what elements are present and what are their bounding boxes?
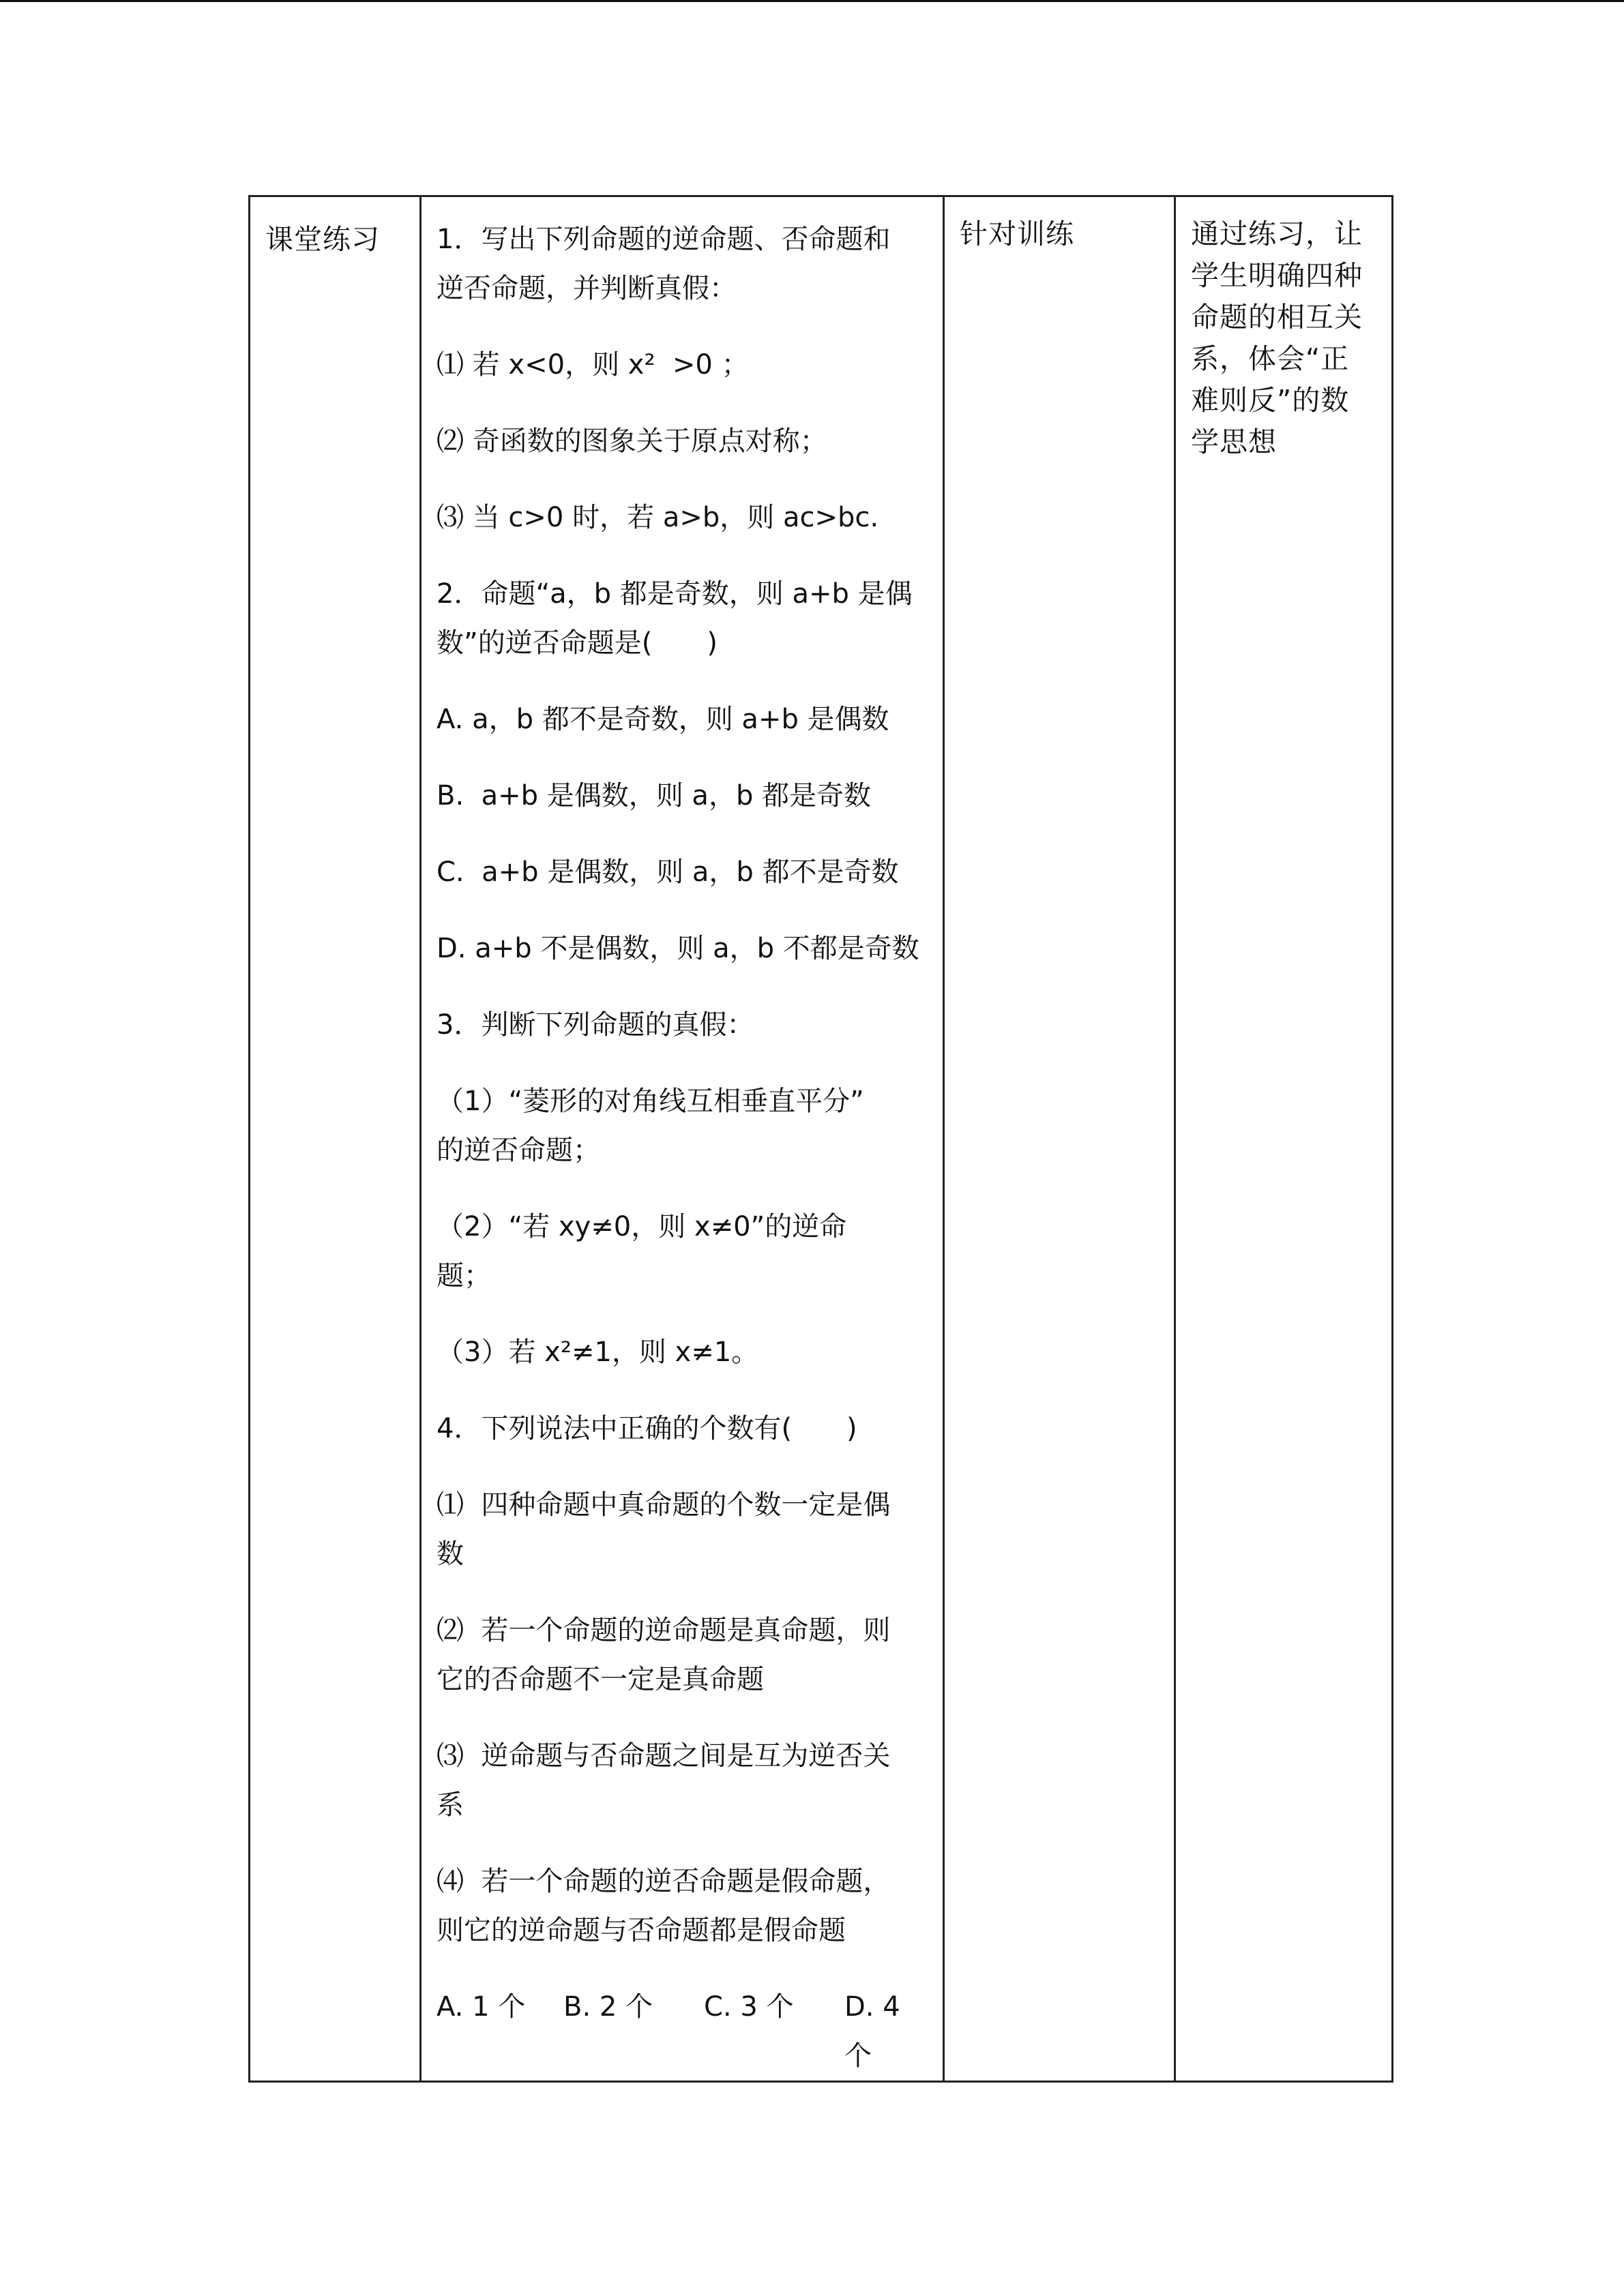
exercise-line: 1．写出下列命题的逆命题、否命题和: [437, 224, 891, 255]
answer-option: C. 3 个: [704, 1991, 794, 2023]
answer-option: D. 4 个: [844, 1991, 900, 2072]
exercise-line: 系: [437, 1789, 464, 1821]
exercise-line: 数”的逆否命题是( ): [437, 627, 718, 659]
answer-option: B. 2 个: [563, 1991, 653, 2023]
goal-text: 通过练习，让 学生明确四种 命题的相互关 系，体会“正 难则反”的数 学思想: [1191, 218, 1363, 458]
exercise-paragraph: [437, 848, 928, 897]
exercise-paragraph: [437, 1606, 928, 1704]
exercise-content-cell: [421, 196, 944, 2082]
exercise-line: 数: [437, 1538, 464, 1570]
exercise-paragraph: [437, 1202, 928, 1300]
exercise-paragraph: [437, 1000, 928, 1049]
exercise-line: ⑷ 若一个命题的逆否命题是假命题，: [437, 1866, 891, 1897]
exercise-paragraph: [437, 771, 928, 820]
exercise-paragraph: [437, 1480, 928, 1579]
exercise-line: 2．命题“a，b 都是奇数，则 a+b 是偶: [437, 578, 913, 610]
exercise-line: 逆否命题，并判断真假：: [437, 273, 737, 304]
table-row: [250, 196, 1393, 2082]
exercise-line: 4．下列说法中正确的个数有( ): [437, 1413, 857, 1444]
exercise-line: 题；: [437, 1260, 491, 1292]
exercise-paragraph: [437, 1077, 928, 1175]
exercise-line: ⑶ 当 c>0 时，若 a>b，则 ac>bc.: [437, 502, 879, 533]
exercise-line: 则它的逆命题与否命题都是假命题: [437, 1915, 846, 1946]
exercise-line: （2）“若 xy≠0，则 x≠0”的逆命: [437, 1211, 847, 1242]
exercise-content: [422, 197, 943, 2081]
exercise-line: （1）“菱形的对角线互相垂直平分”: [437, 1086, 864, 1117]
exercise-line: C. a+b 是偶数，则 a，b 都不是奇数: [437, 856, 899, 888]
exercise-line: （3）若 x²≠1，则 x≠1。: [437, 1337, 759, 1368]
exercise-line: 它的否命题不一定是真命题: [437, 1664, 764, 1695]
exercise-paragraph: [437, 417, 928, 466]
exercise-paragraph: [437, 695, 928, 744]
exercise-line: ⑴ 若 x<0，则 x² >0 ；: [437, 349, 749, 381]
page-top-border: [0, 0, 1624, 2]
answer-options: [437, 1982, 928, 2081]
exercise-line: 3．判断下列命题的真假：: [437, 1009, 754, 1041]
exercise-paragraph: [437, 924, 928, 973]
exercise-line: B. a+b 是偶数，则 a，b 都是奇数: [437, 780, 872, 811]
exercise-line: ⑵ 若一个命题的逆命题是真命题，则: [437, 1615, 891, 1646]
exercise-paragraph: [437, 1404, 928, 1453]
exercise-line: ⑶ 逆命题与否命题之间是互为逆否关: [437, 1740, 891, 1772]
section-label-cell: [250, 196, 421, 2082]
exercise-paragraph: [437, 569, 928, 668]
exercise-line: D. a+b 不是偶数，则 a，b 不都是奇数: [437, 933, 919, 964]
lesson-plan-table: [248, 195, 1393, 2083]
exercise-paragraph: [437, 215, 928, 313]
method-cell: [944, 196, 1175, 2082]
exercise-line: ⑴ 四种命题中真命题的个数一定是偶: [437, 1489, 891, 1521]
exercise-line: 的逆否命题；: [437, 1135, 600, 1166]
exercise-line: ⑵ 奇函数的图象关于原点对称；: [437, 426, 827, 457]
answer-option: A. 1 个: [437, 1991, 526, 2023]
exercise-paragraph: [437, 340, 928, 389]
section-label: 课堂练习: [265, 223, 380, 256]
method-label: 针对训练: [960, 218, 1074, 250]
exercise-line: A. a，b 都不是奇数，则 a+b 是偶数: [437, 704, 889, 735]
exercise-paragraph: [437, 1328, 928, 1377]
exercise-paragraph: [437, 1857, 928, 1955]
goal-cell: [1175, 196, 1393, 2082]
exercise-paragraph: [437, 1731, 928, 1830]
exercise-paragraph: [437, 493, 928, 542]
